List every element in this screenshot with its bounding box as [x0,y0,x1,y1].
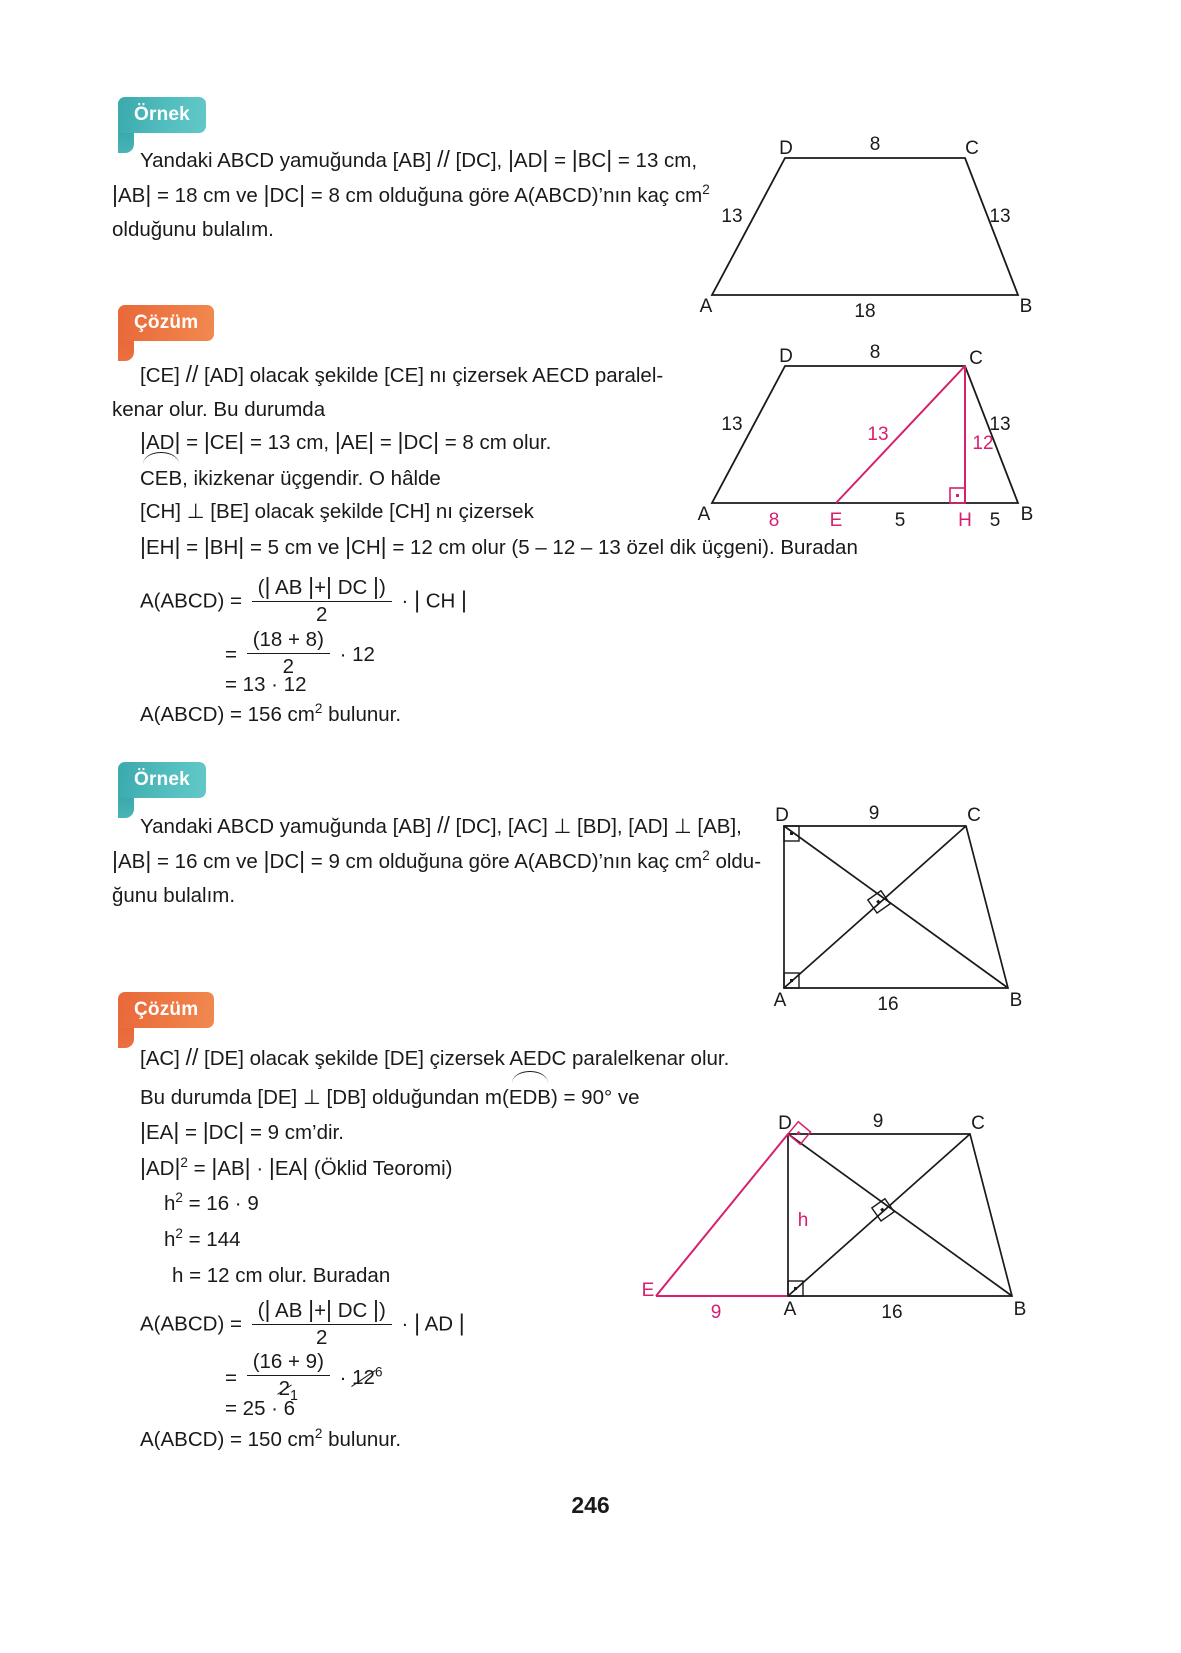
example2-line2: |AB| = 16 cm ve |DC| = 9 cm olduğuna göre A(ABCD)’nın kaç $cm^2$ oldu- [112,847,762,873]
vertex-label-c: C [971,1113,985,1134]
solution2-line2: Bu durumda [DE] ⊥ [DB] olduğundan m( EDB) = 90° ve [140,1078,640,1115]
vertex-label-a: A [773,990,787,1011]
cozum-badge-2 [118,992,214,1028]
parallel-symbol-icon: // [437,812,450,838]
solution1-equation-1: A(ABCD) = $\frac{(| AB |+| DC |)}{2}$ · | CH | [140,573,468,626]
solution1-line3: |AD| = |CE| = 13 cm, |AE| = |DC| = 8 cm olur. [140,428,552,454]
example2-line1: Yandaki ABCD yamuğunda [AB] // [DC], [AC] ⊥ [BD], [AD] ⊥ [AB], [140,812,742,838]
side-length-top: 9 [872,1111,884,1132]
ornek-badge-label-2: Örnek [134,769,190,790]
example1-line3: olduğunu bulalım. [112,218,274,241]
figure-example2 [770,803,1023,1015]
diagonal-ac [788,1134,970,1296]
side-length-left: 13 [721,414,743,435]
solution2-line5: $h^2 = 16 \cdot 9$ [164,1190,259,1215]
vertex-label-b: B [1020,504,1034,525]
vertex-label-d: D [779,138,793,159]
ornek-badge-label-1: Örnek [134,104,190,125]
side-length-right: 13 [989,206,1011,227]
solution2-line1: [AC] // [DE] olacak şekilde [DE] çizersek AEDC paralelkenar olur. [140,1044,730,1070]
diagonal-db [788,1134,1012,1296]
side-length-left: 13 [721,206,743,227]
example1-seg-bc: BC [577,149,607,172]
vertex-label-a: A [783,1299,797,1320]
solution1-result: A(ABCD) = 156 $cm^2$ bulunur. [140,701,402,726]
vertex-label-b: B [1013,1299,1027,1320]
segment-length-ae: 8 [768,510,780,531]
example1-line1-b: [DC], [455,149,503,172]
solution1-line1: [CE] // [AD] olacak şekilde [CE] nı çizersek AECD paralel- [140,361,664,387]
solution1-line6: |EH| = |BH| = 5 cm ve |CH| = 12 cm olur (5 – 12 – 13 özel dik üçgeni). Buradan [140,533,858,559]
segment-length-eh: 5 [894,510,906,531]
segment-de [656,1134,788,1296]
parallel-symbol-icon: // [437,146,450,172]
example1-seg-ad: AD [513,149,543,172]
segment-length-ch: 12 [972,433,994,454]
side-length-bottom: 16 [877,994,899,1015]
parallel-symbol-icon: // [185,361,199,387]
diagonal-db [784,826,1008,988]
vertex-label-a: A [697,504,711,525]
cozum-badge-1 [118,305,214,341]
solution1-line2: kenar olur. Bu durumda [112,398,326,421]
solution2-line4: $|AD|^2 = |AB| \cdot |EA|$ (Öklid Teoromi) [140,1154,453,1180]
example1-line1-a: Yandaki ABCD yamuğunda [AB] [140,149,432,172]
example1-line2: |AB| = 18 cm ve |DC| = 8 cm olduğuna göre A(ABCD)’nın kaç $cm^2$ [112,181,710,207]
right-angle-dot-d [790,832,793,835]
segment-length-ea: 9 [710,1302,722,1323]
cancelled-factor: 12 [352,1366,375,1390]
angle-arc-ceb: CEB [140,459,182,496]
angle-arc-edb: EDB [509,1078,551,1115]
cancelled-denominator: 2 [278,1377,291,1400]
solution1-line4: CEB, ikizkenar üçgendir. O hâlde [140,459,441,496]
figure-example1 [699,134,1033,322]
vertex-label-a: A [699,296,713,317]
page-number: 246 [571,1492,610,1518]
solution1-equation-2: = $\frac{(18 + 8)}{2}$ · 12 [225,628,375,678]
fraction-area-formula: $\frac{(| AB |+| DC |)}{2}$ [252,1296,392,1350]
segment-length-ce: 13 [867,424,889,445]
solution2-equation-3: = 25 · 6 [225,1397,296,1420]
solution2-equation-1: A(ABCD) = $\frac{(| AB |+| DC |)}{2}$ · | AD | [140,1296,465,1349]
side-length-bottom: 18 [854,301,876,322]
fraction-area-formula: $\frac{(| AB |+| DC |)}{2}$ [252,573,392,627]
trapezoid-abcd-shape [712,158,1018,295]
vertex-label-c: C [967,805,981,826]
vertex-label-c: C [965,138,979,159]
vertex-label-e: E [829,510,843,531]
vertex-label-e: E [641,1280,655,1301]
solution2-line7: h = 12 cm olur. Buradan [172,1264,391,1287]
right-angle-dot-a [790,979,793,982]
vertex-label-d: D [779,346,793,367]
vertex-label-h: H [958,510,972,531]
cozum-badge-label-2: Çözüm [134,999,199,1020]
figure-solution2 [640,1111,1030,1323]
solution2-line3: |EA| = |DC| = 9 cm’dir. [140,1118,344,1144]
right-angle-dot-a [794,1287,797,1290]
vertex-label-d: D [775,805,789,826]
example1-line1: Yandaki ABCD yamuğunda [AB] // [DC], |AD| = |BC| = 13 cm, [140,146,698,172]
ornek-badge-1 [118,97,206,133]
figure-solution1 [697,342,1034,538]
vertex-label-c: C [969,348,983,369]
side-length-right: 13 [989,414,1011,435]
vertex-label-b: B [1009,990,1023,1011]
side-length-top: 8 [869,134,881,155]
vertex-label-d: D [778,1113,792,1134]
parallel-symbol-icon: // [185,1044,199,1070]
solution2-result: A(ABCD) = 150 $cm^2$ bulunur. [140,1426,402,1451]
solution2-line6: $h^2 = 144$ [164,1226,241,1251]
solution1-equation-3: = 13 · 12 [225,673,307,696]
side-length-top: 8 [869,342,881,363]
side-length-bottom: 16 [881,1302,903,1323]
vertex-label-b: B [1019,296,1033,317]
height-label-h: h [797,1210,809,1231]
example2-line3: ğunu bulalım. [112,884,236,907]
side-length-top: 9 [868,803,880,824]
cozum-badge-label-1: Çözüm [134,312,199,333]
right-angle-dot [956,494,959,497]
example1-seg-ab: AB [117,184,146,207]
segment-ce [836,366,965,503]
example1-seg-dc: DC [269,184,300,207]
solution2-equation-2: = $\frac{(16 + 9)}{2_1}$ · $12^6$ [225,1350,383,1405]
segment-length-hb: 5 [989,510,1001,531]
diagonal-ac [784,826,966,988]
solution1-line5: [CH] ⊥ [BE] olacak şekilde [CH] nı çizersek [140,500,534,523]
ornek-badge-2 [118,762,206,798]
